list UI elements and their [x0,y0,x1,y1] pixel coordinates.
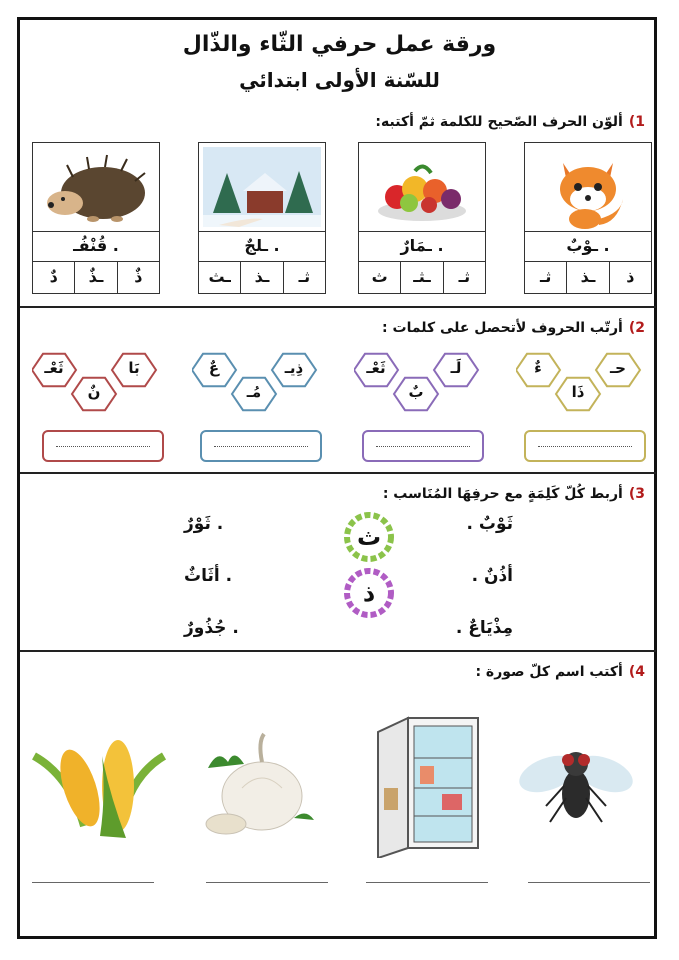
letter-choice[interactable]: ثـ [443,261,485,293]
section2-number: 2) [628,320,645,336]
section3-instruction: أربط كُلّ كَلِمَةٍ مع حرفِهَا المُنَاسب : [382,486,623,502]
section1-heading [375,114,645,130]
page-title: ورقة عمل حرفي الثّاء والذّال [182,32,497,57]
letter-choices [359,261,485,293]
hexagon-letter[interactable]: ثَعْـ [366,359,386,377]
hexagon-letter[interactable]: بَا [128,359,140,377]
card-hedgehog [32,142,160,294]
letter-choice[interactable]: ـذٌ [74,261,116,293]
answer-dots [214,446,308,447]
write-line[interactable] [528,882,650,883]
write-line[interactable] [32,882,154,883]
hexagon-letter[interactable]: حـ [610,359,626,377]
section3-heading [383,486,645,502]
letter-choice[interactable]: ـث [208,267,231,286]
card-word: . ـلجٌ [199,231,325,262]
letter-tha: ث [356,523,382,551]
section4-instruction: أكتب اسم كلّ صورة : [475,664,623,680]
match-word-left[interactable]: . أثَاثٌ [184,566,233,586]
answer-box[interactable] [200,430,322,462]
hexagon-letter[interactable]: نٌ [87,383,101,401]
letter-choice[interactable]: ذٌ [117,261,159,293]
write-line[interactable] [206,882,328,883]
corn-picture [30,726,170,850]
match-word-right[interactable]: ثَوْبٌ . [466,514,513,534]
hexagon-group [516,350,646,430]
card-fox [524,142,652,294]
answer-box[interactable] [524,430,646,462]
card-snow [198,142,326,294]
letter-choices [199,261,325,293]
hexagon-letter[interactable]: مُـ [246,383,262,401]
letter-choices [525,261,651,293]
section-divider [20,306,656,308]
fly-picture [516,736,636,840]
section2-heading [382,320,645,336]
match-word-right[interactable]: أذُنٌ . [471,566,513,586]
hexagon-letter[interactable]: ذِيـ [284,359,304,377]
fridge-picture [368,708,498,862]
section3-number: 3) [628,486,645,502]
fox-picture [525,143,651,232]
section4-heading [475,664,645,680]
letter-choice[interactable]: ـذ [566,261,608,293]
hexagon-group [32,350,162,430]
match-word-right[interactable]: مِذْيَاعٌ . [455,618,513,638]
page-subtitle: للسّنة الأولى ابتدائي [239,68,440,92]
letter-choice[interactable]: ثـ [283,261,325,293]
garlic-picture [198,728,322,842]
letter-choice[interactable]: ـذ [240,261,282,293]
letter-dhal: ذ [362,579,376,607]
hexagon-letter[interactable]: ذَا [571,383,585,401]
fruit-bowl-picture [359,143,485,232]
section2-instruction: أرتّب الحروف لأتحصل على كلمات : [382,320,623,336]
hexagon-letter[interactable]: بٌ [408,383,424,401]
answer-box[interactable] [42,430,164,462]
hexagon-letter[interactable]: لَـ [450,359,462,377]
snowy-house-picture [199,143,325,232]
section1-instruction: ألوّن الحرف الصّحيح للكلمة ثمّ أكتبه: [375,114,623,130]
hexagon-letter[interactable]: ثَعْـ [44,359,64,377]
hedgehog-picture [33,143,159,232]
card-word: . قُنْفُـ [33,231,159,262]
hexagon-letter[interactable]: ءٌ [534,359,542,377]
letter-flower-tha[interactable] [342,510,396,564]
match-word-left[interactable]: . ثَوْرٌ [184,514,224,534]
card-word: . ـمَارٌ [359,231,485,262]
letter-choice[interactable]: ذ [609,261,651,293]
letter-choice[interactable]: ث [371,267,388,286]
write-line[interactable] [366,882,488,883]
hexagon-group [192,350,322,430]
section-divider [20,472,656,474]
answer-dots [538,446,632,447]
section-divider [20,650,656,652]
letter-choice[interactable]: ـثـ [400,261,442,293]
card-word: . ـوْبٌ [525,231,651,262]
section4-number: 4) [628,664,645,680]
letter-choice[interactable]: دٌ [49,267,58,286]
answer-box[interactable] [362,430,484,462]
letter-choice[interactable]: ثـ [539,267,552,286]
card-fruit [358,142,486,294]
letter-flower-dhal[interactable] [342,566,396,620]
hexagon-group [354,350,484,430]
match-word-left[interactable]: . جُذُورٌ [184,618,239,638]
section1-number: 1) [628,114,645,130]
answer-dots [376,446,470,447]
hexagon-letter[interactable]: عٌ [208,359,220,377]
letter-choices [33,261,159,293]
answer-dots [56,446,150,447]
